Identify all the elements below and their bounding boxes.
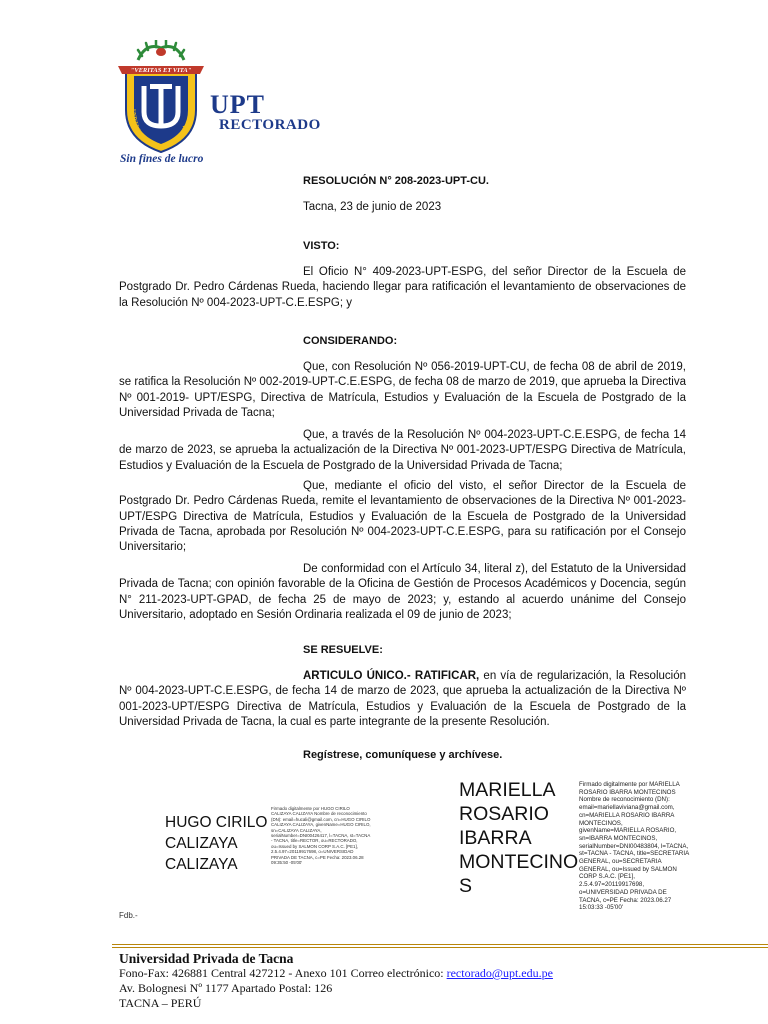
visto-paragraph: El Oficio N° 409-2023-UPT-ESPG, del señor Director de la Escuela de Postgrado Dr. Pedro Cárdenas Rueda, haciendo llegar para ratificación el levantamiento de observaciones de la Resolución Nº 004-2023-UPT-C.E.ESPG; y	[119, 266, 686, 309]
considerando-paragraph-4: De conformidad con el Artículo 34, literal z), del Estatuto de la Universidad Privada de Tacna; con opinión favorable de la Oficina de Gestión de Procesos Académicos y Docencia, según N° 211-2023-UPT-GPAD, de fecha 25 de mayo de 2023; y, estando al acuerdo unánime del Consejo Universitario, adoptado en Sesión Ordinaria realizada el 09 de junio de 2023;	[119, 563, 686, 621]
resolution-number: RESOLUCIÓN N° 208-2023-UPT-CU.	[303, 175, 489, 187]
articulo-text: en vía de regularización, la Resolución Nº 004-2023-UPT-C.E.ESPG, de fecha 14 de marzo de 2023, que aprueba la actualización de la Directiva Nº 001-2023-UPT/ESPG Directiva de Matrícula, Estudios y Evaluación de la Escuela de Postgrado de la Universidad Privada de Tacna, la cual es parte integrante de la presente Resolución.	[119, 670, 687, 728]
closing-formula: Regístrese, comuníquese y archívese.	[303, 749, 503, 761]
resuelve-heading: SE RESUELVE:	[303, 644, 383, 656]
considerando-paragraph-3: Que, mediante el oficio del visto, el señor Director de la Escuela de Postgrado Dr. Pedro Cárdenas Rueda, remite el levantamiento de observaciones de la Directiva Nº 001-2023-UPT/ESPG Directiva de Matrícula, Estudios y Evaluación de la Escuela de Postgrado de la Universidad Privada de Tacna, aprobada por Resolución Nº 004-2023-UPT-C.E.ESPG, para su ratificación por el Consejo Universitario;	[119, 480, 686, 554]
footer-contact: Fono-Fax: 426881 Central 427212 - Anexo 101 Correo electrónico: rectorado@upt.edu.pe	[119, 966, 553, 980]
footer-city: TACNA – PERÚ	[119, 996, 202, 1010]
signature-1-digital-meta: Firmado digitalmente por HUGO CIRILO CALIZAYA CALIZAYA Nombre de reconocimiento (DN): email=hucali@gmail.com, cn=HUGO CIRILO CALIZAYA CALIZAYA, givenName=HUGO CIRILO, sn=CALIZAYA CALIZAYA, serialNumber=DNI00426417, l=TACNA, st=TACNA - TACNA, title=RECTOR, ou=RECTORADO, ou=Issued by SALMON CORP S.A.C. [PE1], 2.5.4.97=20119917698, o=UNIVERSIDAD PRIVADA DE TACNA, c=PE Fecha: 2023.06.28 09:35:50 -05'00'	[271, 806, 371, 866]
footer-divider	[112, 944, 768, 945]
visto-heading: VISTO:	[303, 240, 340, 252]
considerando-paragraph-2: Que, a través de la Resolución Nº 004-2023-UPT-C.E.ESPG, de fecha 14 de marzo de 2023, se aprueba la actualización de la Directiva Nº 001-2023-UPT/ESPG Directiva de Matrícula, Estudios y Evaluación de la Escuela de Postgrado de la Universidad Privada de Tacna;	[119, 429, 686, 472]
brand-name: UPT	[210, 90, 265, 119]
considerando-heading: CONSIDERANDO:	[303, 335, 398, 347]
typist-initials: Fdb.-	[119, 911, 138, 920]
signature-1-name: HUGO CIRILO CALIZAYA CALIZAYA	[165, 814, 268, 873]
articulo-label: ARTICULO ÚNICO.- RATIFICAR,	[303, 670, 480, 682]
footer-address: Av. Bolognesi Nº 1177 Apartado Postal: 126	[119, 981, 333, 995]
considerando-paragraph-1: Que, con Resolución Nº 056-2019-UPT-CU, de fecha 08 de abril de 2019, se ratifica la Resolución Nº 002-2019-UPT-C.E.ESPG, de fecha 08 de marzo de 2019, que aprueba la Directiva Nº 001-2019- UPT/ESPG, Directiva de Matrícula, Estudios y Evaluación de la Escuela de Postgrado de la Universidad Privada de Tacna;	[119, 361, 686, 419]
document-date: Tacna, 23 de junio de 2023	[303, 201, 442, 213]
seal-ring-text: UNIVERSIDAD PRIVADA DE TACNA	[130, 108, 189, 151]
signature-2-digital-meta: Firmado digitalmente por MARIELLA ROSARIO IBARRA MONTECINOS Nombre de reconocimiento (DN): email=mariellaviviana@gmail.com, cn=MARIELLA ROSARIO IBARRA MONTECINOS, givenName=MARIELLA ROSARIO, sn=IBARRA MONTECINOS, serialNumber=DNI00483804, l=TACNA, st=TACNA - TACNA, title=SECRETARIA GENERAL, ou=SECRETARIA GENERAL, ou=Issued by SALMON CORP S.A.C. [PE1], 2.5.4.97=20119917698, o=UNIVERSIDAD PRIVADA DE TACNA, c=PE Fecha: 2023.06.27 15:03:33 -05'00'	[579, 781, 689, 912]
seal-ribbon-text: "VERITAS ET VITA"	[130, 67, 192, 74]
articulo-paragraph	[119, 669, 686, 730]
brand-subtitle: RECTORADO	[219, 117, 321, 133]
footer-divider-thin	[112, 947, 768, 948]
signature-2-name: MARIELLA ROSARIO IBARRA MONTECINO S	[459, 779, 579, 897]
footer-university-name: Universidad Privada de Tacna	[119, 951, 294, 966]
footer-email-link[interactable]: rectorado@upt.edu.pe	[446, 966, 553, 980]
upt-seal-logo	[116, 40, 206, 156]
motto: Sin fines de lucro	[120, 153, 204, 165]
